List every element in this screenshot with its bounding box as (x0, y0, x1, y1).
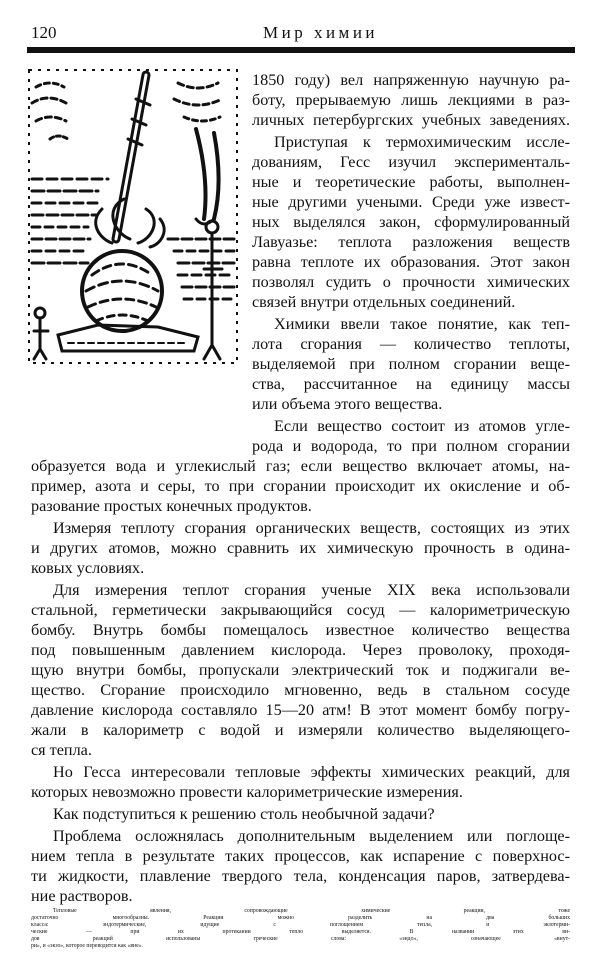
text-line: лота сгорания — количество теплоты, (252, 335, 570, 353)
text-line: Измеряя теплоту сгорания органических веществ, состоящих из этих (53, 519, 570, 537)
text-line: класса: эндотермические, идущие с поглощением тепла, и экзотерми- (31, 922, 570, 928)
text-line: Если вещество состоит из атомов угле- (274, 417, 570, 435)
text-line: ри», и «экзо», которое переводится как «вне». (31, 943, 143, 949)
text-line: рода и водорода, то при полном сгорании (252, 437, 570, 455)
text-line: бомбу. Внутрь бомбы помещалось известное количество вещества (31, 621, 570, 639)
text-line: достаточно многообразны. Реакции можно разделить на два больших (31, 915, 570, 921)
engraving-flask-hand-icon (28, 69, 238, 364)
text-line: нием тепла в результате таких процессов, как испарение с поверхнос- (31, 847, 570, 865)
text-line: Но Гесса интересовали тепловые эффекты химических реакций, для (53, 763, 570, 781)
text-line: ся тепла. (31, 741, 92, 759)
text-line: щество. Сгорание происходило мгновенно, ведь в стальном сосуде (31, 681, 570, 699)
text-line: или объема этого вещества. (252, 395, 443, 413)
text-line: ческие — при их протекании тепло выделяется. В названии этих ви- (31, 929, 570, 935)
text-line: Приступая к термохимическим иссле- (274, 133, 570, 151)
text-line: ные и теоретические работы, выполнен- (252, 173, 570, 191)
text-line: жали в калориметр с водой и измеряли количество выделяющего- (31, 721, 570, 739)
text-line: ковых условиях. (31, 559, 145, 577)
text-line: разование простых конечных продуктов. (31, 497, 312, 515)
text-line: боту, прерываемую лишь лекциями в раз- (252, 91, 570, 109)
text-line: дов реакций использованы греческие слова: «эндо», означающее «внут- (31, 936, 570, 942)
text-line: пример, азота и серы, то при сгорании происходит их окисление и об- (31, 477, 570, 495)
text-line: стальной, герметически закрывающийся сосуд — калориметрическую (31, 601, 570, 619)
text-line: личных петербургских учебных заведениях. (252, 111, 570, 129)
text-line: выделяемой при полном сгорании веще- (252, 355, 570, 373)
text-line: Лавуазье: теплота разложения веществ (252, 233, 570, 251)
text-line: под повышенным давлением кислорода. Через проволоку, проходя- (31, 641, 570, 659)
text-line: и других атомов, можно сравнить их химическую прочность в одина- (31, 539, 570, 557)
running-title: Мир химии (263, 23, 379, 42)
text-line: ние растворов. (31, 887, 133, 905)
text-line: ти жидкости, плавление твердого тела, конденсация паров, затвердева- (31, 867, 570, 885)
text-line: 1850 году) вел напряженную научную ра- (252, 71, 570, 89)
text-line: равна теплоте их образования. Этот закон (252, 253, 570, 271)
text-line: ные другими учеными. Среди уже извест- (252, 193, 570, 211)
text-line: Тепловые явления, сопровождающие химические реакции, тоже (53, 908, 570, 914)
text-line: ных выделялся закон, сформулированный (252, 213, 570, 231)
header-rule (27, 47, 575, 53)
text-line: Для измерения теплот сгорания ученые XIX века использовали (53, 581, 570, 599)
text-line: Как подступиться к решению столь необычной задачи? (53, 805, 435, 823)
running-header (27, 17, 575, 41)
text-line: щую внутри бомбы, пропускали электрический ток и поджигали ве- (31, 661, 570, 679)
text-line: давление кислорода составляло 15—20 атм! В этот момент бомбу погру- (31, 701, 570, 719)
text-line: дованиям, Гесс изучил эксперименталь- (252, 153, 570, 171)
text-line: образуется вода и углекислый газ; если вещество включает атомы, на- (31, 457, 570, 475)
page-number: 120 (31, 23, 57, 42)
text-line: которых невозможно провести калориметрические измерения. (31, 783, 463, 801)
text-line: позволял судить о прочности химических (252, 273, 570, 291)
text-line: Проблема осложнялась дополнительным выделением или поглоще- (53, 827, 570, 845)
text-line: ства, рассчитанное на единицу массы (252, 375, 570, 393)
text-line: Химики ввели такое понятие, как теп- (274, 315, 570, 333)
text-line: связей внутри отдельных соединений. (252, 293, 516, 311)
